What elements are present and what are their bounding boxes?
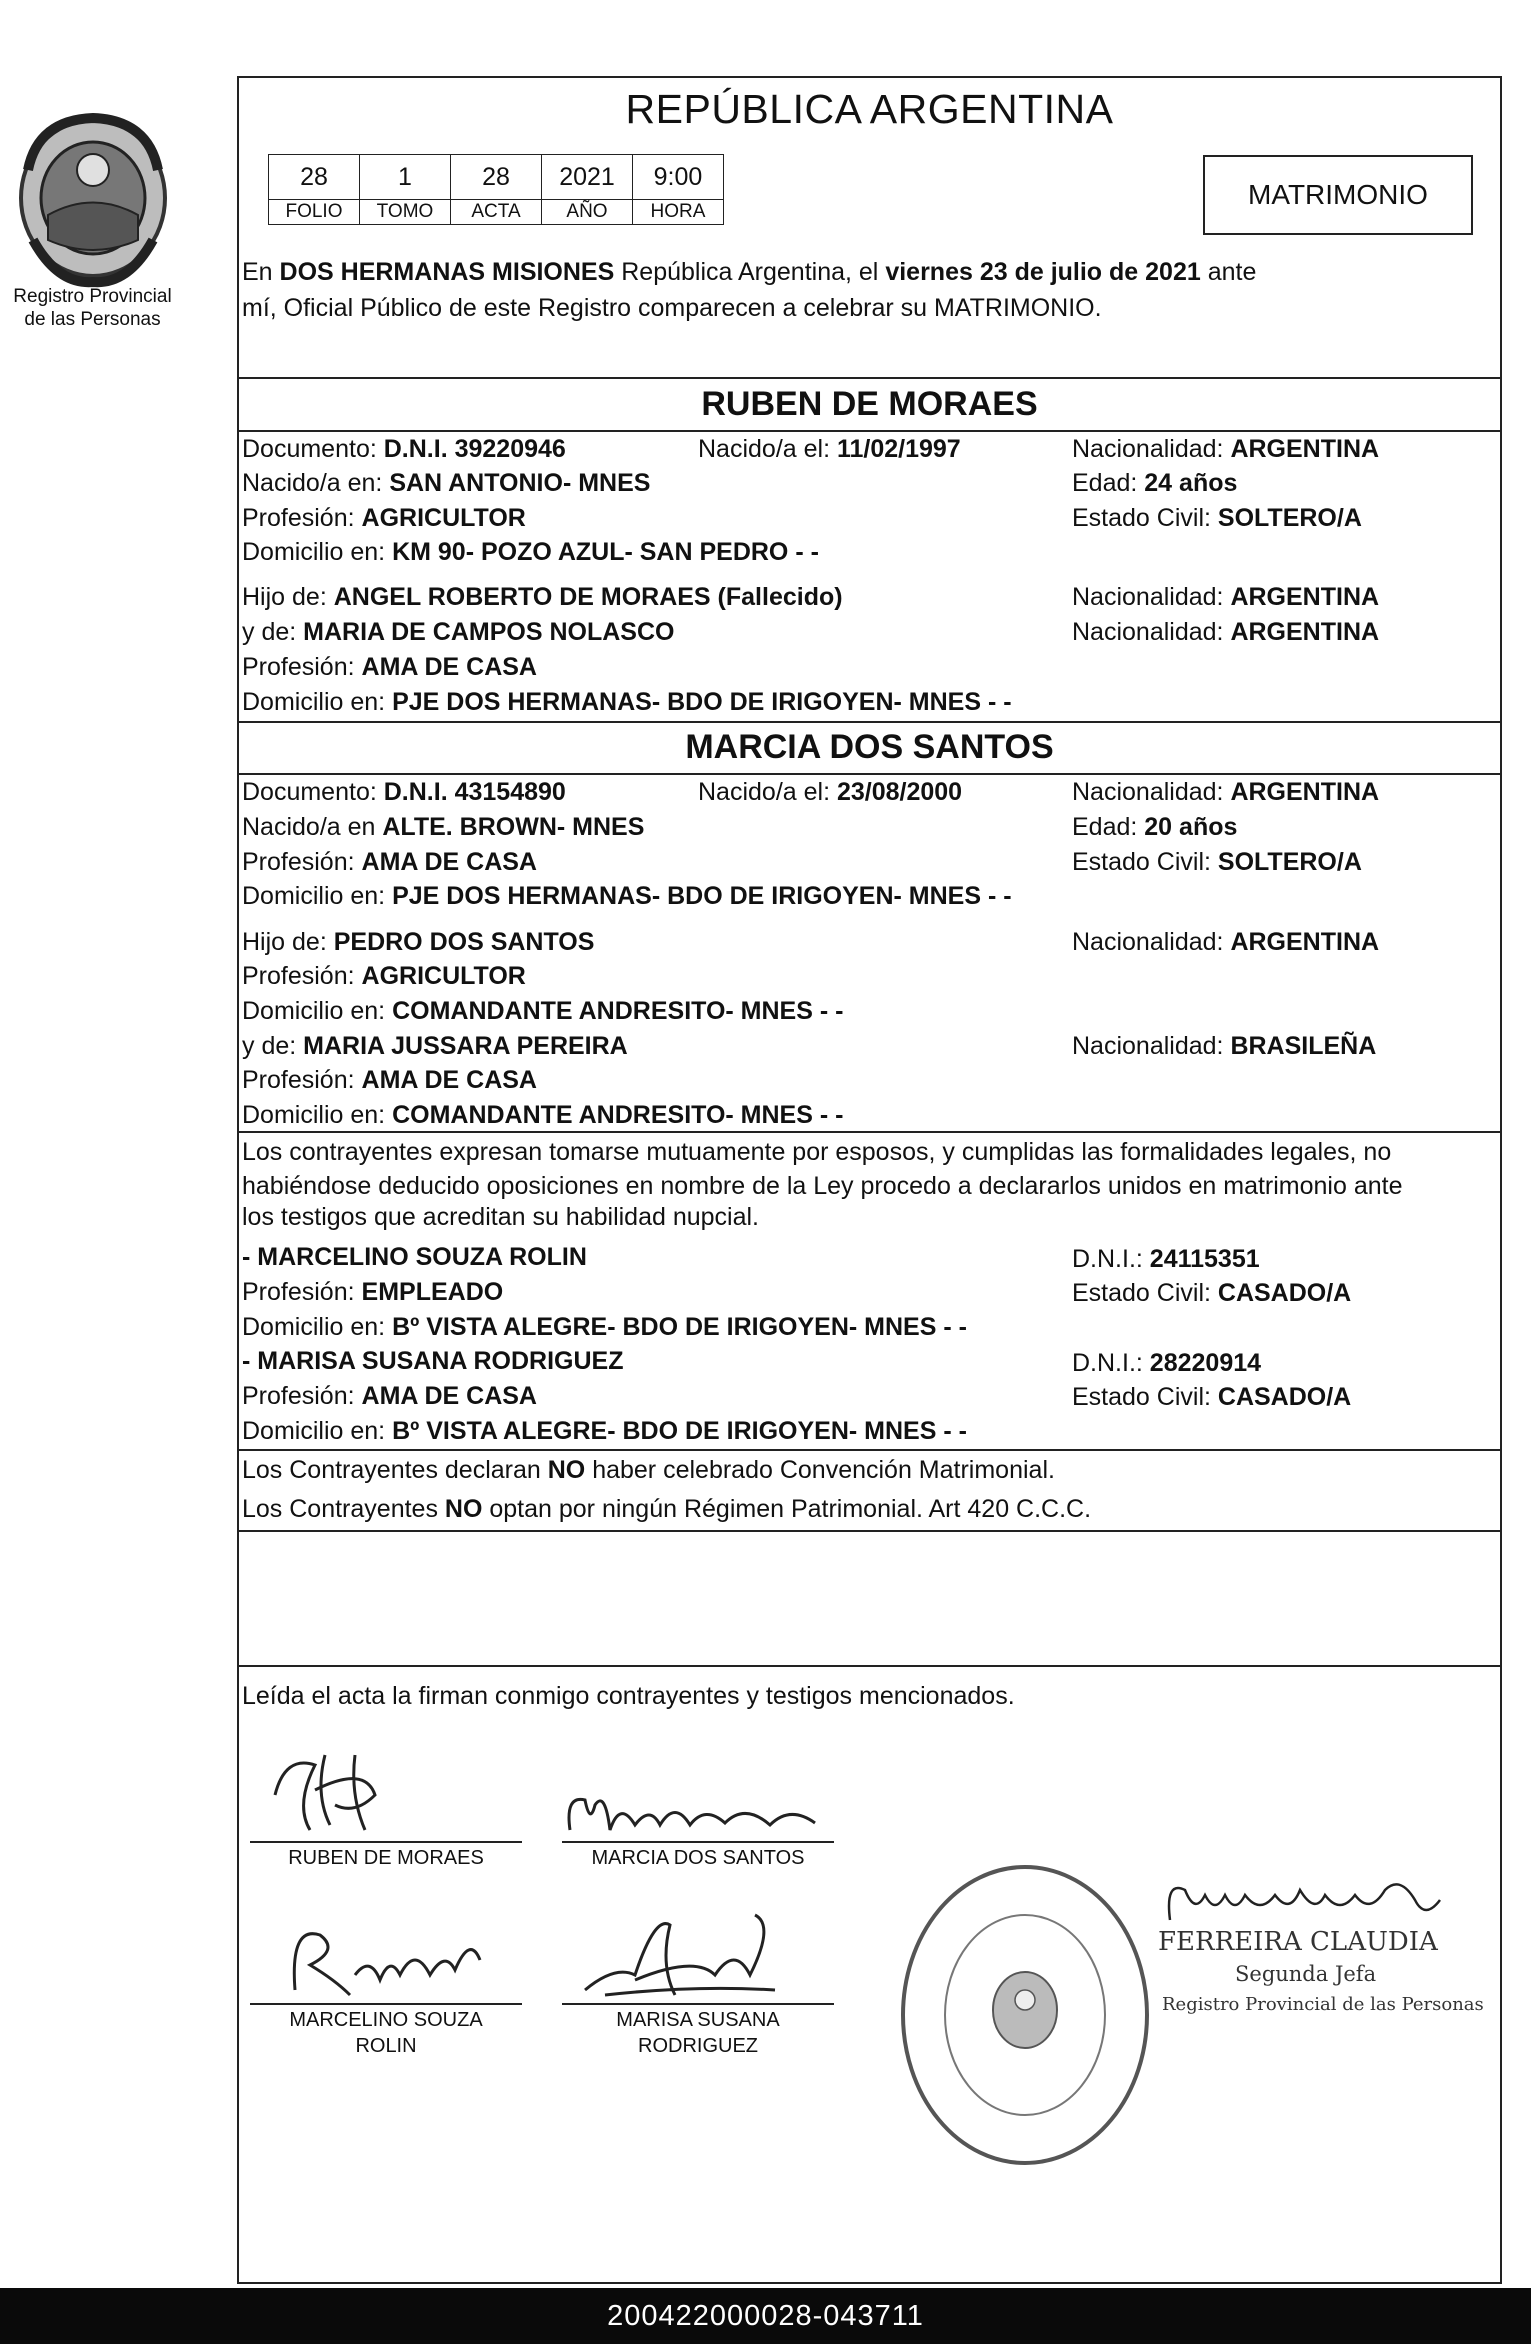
tomo-label: TOMO <box>360 200 451 225</box>
hour-label: HORA <box>633 200 724 225</box>
signature-line <box>562 1841 834 1843</box>
spouse2-father-profession: Profesión: AGRICULTOR <box>242 962 526 990</box>
official-name: FERREIRA CLAUDIA <box>1158 1927 1438 1957</box>
hour-value: 9:00 <box>633 155 724 200</box>
spouse2-nationality: Nacionalidad: ARGENTINA <box>1072 778 1380 806</box>
official-stamp <box>895 1860 1155 2170</box>
spouse2-mother-address: Domicilio en: COMANDANTE ANDRESITO- MNES - - <box>242 1101 844 1129</box>
spouse2-mother-profession: Profesión: AMA DE CASA <box>242 1066 537 1094</box>
spouse2-document: Documento: D.N.I. 43154890 <box>242 778 566 806</box>
registry-caption-line2: de las Personas <box>24 309 161 330</box>
official-organization: Registro Provincial de las Personas <box>1162 1994 1484 2015</box>
spouse2-profession: Profesión: AMA DE CASA <box>242 848 537 876</box>
signature-line <box>250 2003 522 2005</box>
spouse2-age: Edad: 20 años <box>1072 813 1238 841</box>
spouse1-civil-status: Estado Civil: SOLTERO/A <box>1072 504 1362 532</box>
witness1-civil-status: Estado Civil: CASADO/A <box>1072 1279 1352 1307</box>
divider <box>237 1665 1502 1667</box>
spouse1-address: Domicilio en: KM 90- POZO AZUL- SAN PEDRO - - <box>242 538 819 566</box>
spouse1-age: Edad: 24 años <box>1072 469 1238 497</box>
year-label: AÑO <box>542 200 633 225</box>
witness2-address: Domicilio en: Bº VISTA ALEGRE- BDO DE IRIGOYEN- MNES - - <box>242 1417 967 1445</box>
intro-date: viernes 23 de julio de 2021 <box>885 258 1201 286</box>
document-title: REPÚBLICA ARGENTINA <box>625 86 1114 132</box>
folio-value: 28 <box>269 155 360 200</box>
spouse1-mother-profession: Profesión: AMA DE CASA <box>242 653 537 681</box>
witness1-dni: D.N.I.: 24115351 <box>1072 1245 1260 1273</box>
folio-label: FOLIO <box>269 200 360 225</box>
witness2-dni: D.N.I.: 28220914 <box>1072 1349 1262 1377</box>
spouse1-father: Hijo de: ANGEL ROBERTO DE MORAES (Fallecido) <box>242 583 843 611</box>
intro-line2: mí, Oficial Público de este Registro comparecen a celebrar su MATRIMONIO. <box>242 294 1102 322</box>
witness2-name: - MARISA SUSANA RODRIGUEZ <box>242 1347 624 1375</box>
declaration-line1: Los contrayentes expresan tomarse mutuamente por esposos, y cumplidas las formalidades legales, no <box>242 1138 1392 1166</box>
document-barcode-number: 200422000028-043711 <box>0 2288 1531 2344</box>
acta-value: 28 <box>451 155 542 200</box>
declaration-line3: los testigos que acreditan su habilidad nupcial. <box>242 1203 760 1231</box>
spouse1-birthdate: Nacido/a el: 11/02/1997 <box>698 435 961 463</box>
witness2-civil-status: Estado Civil: CASADO/A <box>1072 1383 1352 1411</box>
official-role: Segunda Jefa <box>1235 1962 1377 1986</box>
spouse2-address: Domicilio en: PJE DOS HERMANAS- BDO DE IRIGOYEN- MNES - - <box>242 882 1012 910</box>
closing-statement: Leída el acta la firman conmigo contrayentes y testigos mencionados. <box>242 1682 1015 1710</box>
patrimonial-regime-statement: Los Contrayentes NO optan por ningún Régimen Patrimonial. Art 420 C.C.C. <box>242 1495 1092 1523</box>
spouse1-nationality: Nacionalidad: ARGENTINA <box>1072 435 1380 463</box>
spouse1-mother-nationality: Nacionalidad: ARGENTINA <box>1072 618 1380 646</box>
spouse1-mother: y de: MARIA DE CAMPOS NOLASCO <box>242 618 675 646</box>
spouse1-document: Documento: D.N.I. 39220946 <box>242 435 566 463</box>
signature-line <box>250 1841 522 1843</box>
intro-line1: En DOS HERMANAS MISIONES República Argentina, el viernes 23 de julio de 2021 ante <box>242 258 1257 286</box>
spouse2-father: Hijo de: PEDRO DOS SANTOS <box>242 928 595 956</box>
spouse2-father-nationality: Nacionalidad: ARGENTINA <box>1072 928 1380 956</box>
spouse1-profession: Profesión: AGRICULTOR <box>242 504 526 532</box>
spouse2-birthplace: Nacido/a en ALTE. BROWN- MNES <box>242 813 645 841</box>
spouse1-father-nationality: Nacionalidad: ARGENTINA <box>1072 583 1380 611</box>
spouse2-mother: y de: MARIA JUSSARA PEREIRA <box>242 1032 628 1060</box>
signature-marisa <box>575 1905 795 2005</box>
signature-caption-marcelino: MARCELINO SOUZA ROLIN <box>289 2009 483 2057</box>
spouse2-name-header: MARCIA DOS SANTOS <box>685 728 1054 766</box>
convention-statement: Los Contrayentes declaran NO haber celebrado Convención Matrimonial. <box>242 1456 1055 1484</box>
signature-marcelino <box>280 1915 500 2005</box>
spouse2-civil-status: Estado Civil: SOLTERO/A <box>1072 848 1362 876</box>
registry-caption-line1: Registro Provincial <box>13 286 172 307</box>
divider <box>237 377 1502 379</box>
signature-line <box>562 2003 834 2005</box>
spouse2-birthdate: Nacido/a el: 23/08/2000 <box>698 778 963 806</box>
witness1-name: - MARCELINO SOUZA ROLIN <box>242 1243 587 1271</box>
signature-caption-marisa: MARISA SUSANA RODRIGUEZ <box>616 2009 780 2057</box>
signature-ruben <box>255 1735 415 1845</box>
divider <box>237 721 1502 723</box>
divider <box>237 1530 1502 1532</box>
spouse1-mother-address: Domicilio en: PJE DOS HERMANAS- BDO DE IRIGOYEN- MNES - - <box>242 688 1012 716</box>
province-seal-logo <box>8 110 178 290</box>
record-info-table <box>268 154 724 225</box>
intro-place: DOS HERMANAS MISIONES <box>279 258 615 286</box>
spouse1-name-header: RUBEN DE MORAES <box>701 385 1038 423</box>
signature-marcia <box>560 1785 830 1845</box>
acta-label: ACTA <box>451 200 542 225</box>
witness1-address: Domicilio en: Bº VISTA ALEGRE- BDO DE IRIGOYEN- MNES - - <box>242 1313 967 1341</box>
declaration-line2: habiéndose deducido oposiciones en nombre de la Ley procedo a declararlos unidos en matrimonio ante <box>242 1172 1403 1200</box>
registry-caption <box>0 285 185 331</box>
divider <box>237 1449 1502 1451</box>
tomo-value: 1 <box>360 155 451 200</box>
witness2-profession: Profesión: AMA DE CASA <box>242 1382 537 1410</box>
year-value: 2021 <box>542 155 633 200</box>
spouse1-birthplace: Nacido/a en: SAN ANTONIO- MNES <box>242 469 651 497</box>
signature-caption-marcia: MARCIA DOS SANTOS <box>591 1847 805 1869</box>
witness1-profession: Profesión: EMPLEADO <box>242 1278 504 1306</box>
spouse2-mother-nationality: Nacionalidad: BRASILEÑA <box>1072 1032 1377 1060</box>
signature-caption-ruben: RUBEN DE MORAES <box>288 1847 484 1869</box>
record-type-box: MATRIMONIO <box>1203 155 1473 235</box>
spouse2-father-address: Domicilio en: COMANDANTE ANDRESITO- MNES - - <box>242 997 844 1025</box>
